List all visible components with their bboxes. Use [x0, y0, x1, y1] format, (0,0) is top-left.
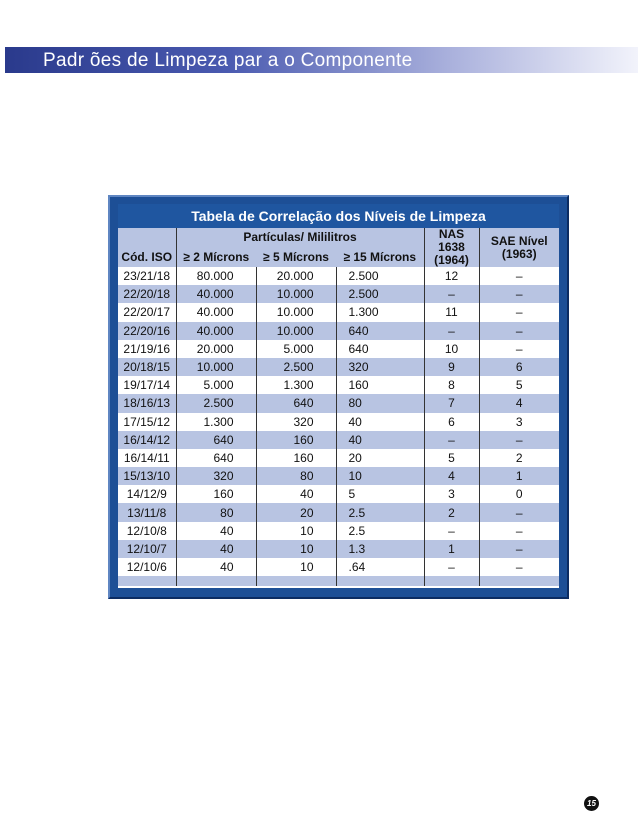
sae-level-cell: 3 — [479, 413, 559, 431]
filler-cell — [118, 576, 176, 586]
count-15-microns-cell: 40 — [336, 431, 424, 449]
count-5-microns-cell: 2.500 — [256, 358, 336, 376]
count-2-microns-cell: 160 — [176, 485, 256, 503]
iso-code-cell: 13/11/8 — [118, 503, 176, 521]
sae-level-cell: – — [479, 340, 559, 358]
sae-level-cell: – — [479, 322, 559, 340]
count-15-microns-cell: 1.300 — [336, 303, 424, 321]
table-row — [118, 267, 559, 285]
count-2-microns-cell: 40 — [176, 540, 256, 558]
sae-level-cell: 4 — [479, 394, 559, 412]
sae-header-line2: (1963) — [501, 246, 537, 261]
table-filler-row — [118, 576, 559, 586]
nas-class-cell: – — [424, 285, 479, 303]
count-2-microns-cell: 40.000 — [176, 285, 256, 303]
count-5-microns-cell: 10 — [256, 522, 336, 540]
count-5-microns-cell: 20.000 — [256, 267, 336, 285]
col-header-5-microns: ≥ 5 Mícrons — [256, 247, 336, 267]
count-5-microns-cell: 10.000 — [256, 303, 336, 321]
correlation-table-frame — [108, 195, 569, 599]
table-row — [118, 540, 559, 558]
nas-class-cell: 6 — [424, 413, 479, 431]
filler-cell — [176, 576, 256, 586]
filler-cell — [424, 576, 479, 586]
count-2-microns-cell: 40.000 — [176, 303, 256, 321]
count-15-microns-cell: 40 — [336, 413, 424, 431]
count-15-microns-cell: 20 — [336, 449, 424, 467]
nas-header-line1: NAS 1638 — [438, 227, 465, 254]
iso-code-cell: 19/17/14 — [118, 376, 176, 394]
sae-level-cell: – — [479, 431, 559, 449]
col-header-sae — [479, 228, 559, 267]
nas-class-cell: 11 — [424, 303, 479, 321]
count-15-microns-cell: 2.5 — [336, 522, 424, 540]
iso-code-cell: 12/10/6 — [118, 558, 176, 576]
table-row — [118, 485, 559, 503]
count-2-microns-cell: 40 — [176, 522, 256, 540]
filler-cell — [479, 576, 559, 586]
table-row — [118, 522, 559, 540]
count-15-microns-cell: 640 — [336, 340, 424, 358]
sae-header-line1: SAE Nível — [490, 233, 548, 248]
section-banner — [5, 47, 638, 73]
count-15-microns-cell: 640 — [336, 322, 424, 340]
count-5-microns-cell: 1.300 — [256, 376, 336, 394]
col-header-2-microns: ≥ 2 Mícrons — [176, 247, 256, 267]
nas-class-cell: 9 — [424, 358, 479, 376]
iso-code-cell: 18/16/13 — [118, 394, 176, 412]
count-15-microns-cell: 2.500 — [336, 285, 424, 303]
iso-code-cell: 16/14/12 — [118, 431, 176, 449]
col-header-iso-code: Cód. ISO — [118, 247, 176, 267]
sae-level-cell: – — [479, 558, 559, 576]
table-row — [118, 340, 559, 358]
nas-class-cell: – — [424, 322, 479, 340]
iso-code-cell: 20/18/15 — [118, 358, 176, 376]
table-row — [118, 449, 559, 467]
count-2-microns-cell: 20.000 — [176, 340, 256, 358]
count-15-microns-cell: 160 — [336, 376, 424, 394]
count-2-microns-cell: 640 — [176, 449, 256, 467]
count-2-microns-cell: 80 — [176, 503, 256, 521]
count-5-microns-cell: 40 — [256, 485, 336, 503]
filler-cell — [256, 576, 336, 586]
nas-header-line2: (1964) — [434, 253, 469, 267]
count-2-microns-cell: 1.300 — [176, 413, 256, 431]
count-15-microns-cell: 2.5 — [336, 503, 424, 521]
iso-code-cell: 22/20/16 — [118, 322, 176, 340]
nas-class-cell: 12 — [424, 267, 479, 285]
nas-class-cell: 3 — [424, 485, 479, 503]
table-row — [118, 467, 559, 485]
count-5-microns-cell: 160 — [256, 449, 336, 467]
nas-class-cell: 7 — [424, 394, 479, 412]
iso-code-cell: 14/12/9 — [118, 485, 176, 503]
count-5-microns-cell: 80 — [256, 467, 336, 485]
iso-code-cell: 15/13/10 — [118, 467, 176, 485]
sae-level-cell: 5 — [479, 376, 559, 394]
table-row — [118, 431, 559, 449]
count-2-microns-cell: 40.000 — [176, 322, 256, 340]
sae-level-cell: – — [479, 540, 559, 558]
page-number-badge: 15 — [584, 796, 599, 811]
table-row — [118, 358, 559, 376]
col-header-nas — [424, 228, 479, 267]
count-5-microns-cell: 10.000 — [256, 285, 336, 303]
col-header-15-microns: ≥ 15 Mícrons — [336, 247, 424, 267]
sae-level-cell: 0 — [479, 485, 559, 503]
iso-code-cell: 17/15/12 — [118, 413, 176, 431]
sae-level-cell: 6 — [479, 358, 559, 376]
col-header-blank — [118, 228, 176, 247]
nas-class-cell: 8 — [424, 376, 479, 394]
nas-class-cell: – — [424, 522, 479, 540]
count-2-microns-cell: 640 — [176, 431, 256, 449]
group-header-particles: Partículas/ Mililitros — [176, 228, 424, 247]
table-row — [118, 376, 559, 394]
correlation-table — [118, 228, 559, 586]
nas-class-cell: 1 — [424, 540, 479, 558]
count-5-microns-cell: 10 — [256, 540, 336, 558]
iso-code-cell: 12/10/7 — [118, 540, 176, 558]
nas-class-cell: – — [424, 558, 479, 576]
table-row — [118, 394, 559, 412]
sae-level-cell: – — [479, 285, 559, 303]
table-body — [118, 267, 559, 586]
iso-code-cell: 12/10/8 — [118, 522, 176, 540]
nas-class-cell: 4 — [424, 467, 479, 485]
count-15-microns-cell: 1.3 — [336, 540, 424, 558]
sae-level-cell: 2 — [479, 449, 559, 467]
iso-code-cell: 22/20/17 — [118, 303, 176, 321]
nas-class-cell: – — [424, 431, 479, 449]
section-title: Padr ões de Limpeza par a o Componente — [43, 50, 413, 71]
count-5-microns-cell: 640 — [256, 394, 336, 412]
count-2-microns-cell: 5.000 — [176, 376, 256, 394]
correlation-table-panel — [118, 204, 559, 588]
iso-code-cell: 21/19/16 — [118, 340, 176, 358]
nas-class-cell: 5 — [424, 449, 479, 467]
sae-level-cell: – — [479, 303, 559, 321]
table-row — [118, 322, 559, 340]
count-2-microns-cell: 2.500 — [176, 394, 256, 412]
table-row — [118, 303, 559, 321]
count-5-microns-cell: 320 — [256, 413, 336, 431]
count-2-microns-cell: 10.000 — [176, 358, 256, 376]
sae-level-cell: – — [479, 522, 559, 540]
count-2-microns-cell: 80.000 — [176, 267, 256, 285]
nas-class-cell: 2 — [424, 503, 479, 521]
table-row — [118, 503, 559, 521]
count-5-microns-cell: 10.000 — [256, 322, 336, 340]
iso-code-cell: 16/14/11 — [118, 449, 176, 467]
count-5-microns-cell: 20 — [256, 503, 336, 521]
table-row — [118, 558, 559, 576]
table-row — [118, 285, 559, 303]
count-5-microns-cell: 10 — [256, 558, 336, 576]
filler-cell — [336, 576, 424, 586]
count-5-microns-cell: 160 — [256, 431, 336, 449]
count-15-microns-cell: 2.500 — [336, 267, 424, 285]
count-15-microns-cell: .64 — [336, 558, 424, 576]
count-2-microns-cell: 320 — [176, 467, 256, 485]
count-5-microns-cell: 5.000 — [256, 340, 336, 358]
count-2-microns-cell: 40 — [176, 558, 256, 576]
count-15-microns-cell: 10 — [336, 467, 424, 485]
count-15-microns-cell: 80 — [336, 394, 424, 412]
table-title: Tabela de Correlação dos Níveis de Limpeza — [118, 204, 559, 228]
count-15-microns-cell: 320 — [336, 358, 424, 376]
nas-class-cell: 10 — [424, 340, 479, 358]
sae-level-cell: – — [479, 267, 559, 285]
iso-code-cell: 22/20/18 — [118, 285, 176, 303]
sae-level-cell: 1 — [479, 467, 559, 485]
count-15-microns-cell: 5 — [336, 485, 424, 503]
iso-code-cell: 23/21/18 — [118, 267, 176, 285]
table-row — [118, 413, 559, 431]
sae-level-cell: – — [479, 503, 559, 521]
